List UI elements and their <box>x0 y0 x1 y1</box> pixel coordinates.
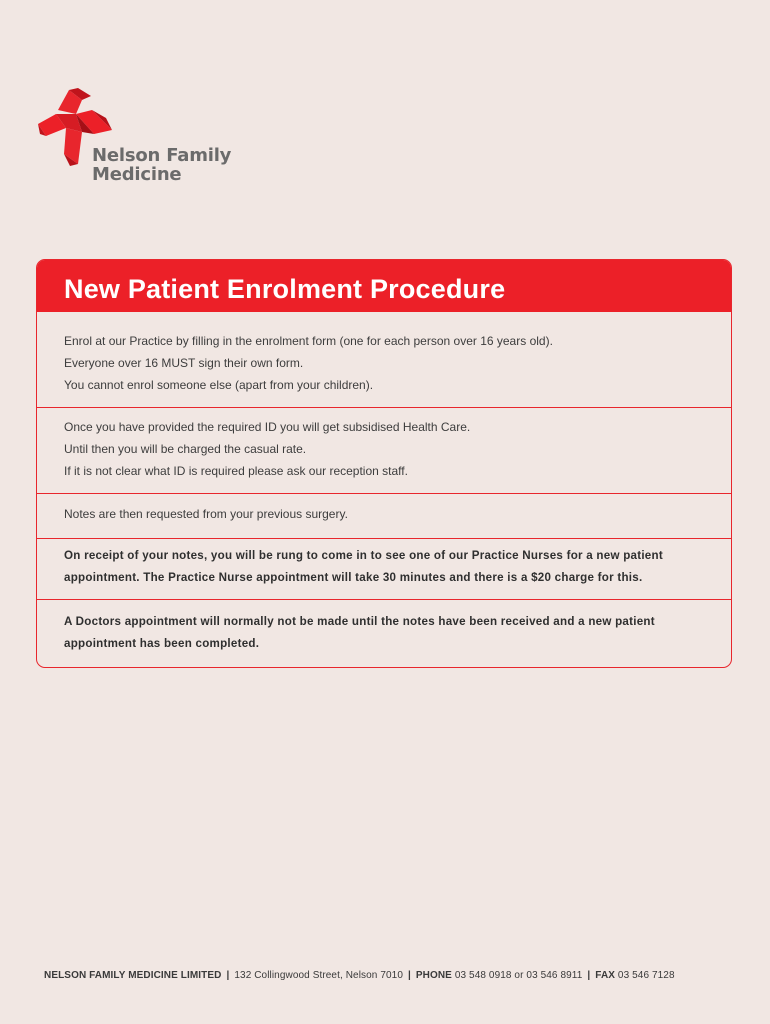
section-enrolment <box>37 312 731 407</box>
section-line: Notes are then requested from your previous surgery. <box>64 507 348 521</box>
section-line: You cannot enrol someone else (apart from your children). <box>64 378 374 392</box>
section-line: Everyone over 16 MUST sign their own form. <box>64 356 304 370</box>
footer-separator: | <box>587 970 591 981</box>
section-line: A Doctors appointment will normally not be made until the notes have been received and a new patient <box>64 615 655 628</box>
section-line: Once you have provided the required ID you will get subsidised Health Care. <box>64 420 471 434</box>
section-notes <box>37 493 731 538</box>
footer-phone-value: 03 548 0918 or 03 546 8911 <box>454 970 583 981</box>
logo-line-2: Medicine <box>92 164 182 185</box>
section-line: On receipt of your notes, you will be rung to come in to see one of our Practice Nurses for a new patient <box>64 549 663 562</box>
card-header <box>37 260 731 312</box>
footer-fax-label: FAX <box>595 970 616 981</box>
logo-line-1: Nelson Family <box>92 145 232 166</box>
footer-fax-value: 03 546 7128 <box>617 970 675 981</box>
section-id <box>37 407 731 493</box>
procedure-card <box>36 259 732 668</box>
section-line: Until then you will be charged the casual rate. <box>64 442 307 456</box>
section-line: appointment. The Practice Nurse appointment will take 30 minutes and there is a $20 charge for this. <box>64 571 643 584</box>
footer-address: 132 Collingwood Street, Nelson 7010 <box>234 970 403 981</box>
card-title: New Patient Enrolment Procedure <box>64 274 506 304</box>
footer-separator: | <box>226 970 230 981</box>
logo-wordmark <box>92 146 231 184</box>
logo <box>36 88 266 188</box>
section-doctor-appointment <box>37 599 731 668</box>
section-line: Enrol at our Practice by filling in the enrolment form (one for each person over 16 years old). <box>64 334 553 348</box>
section-line: appointment has been completed. <box>64 637 260 650</box>
footer-separator: | <box>407 970 411 981</box>
footer-company: NELSON FAMILY MEDICINE LIMITED <box>44 970 222 981</box>
section-line: If it is not clear what ID is required please ask our reception staff. <box>64 464 408 478</box>
footer-phone-label: PHONE <box>415 970 452 981</box>
footer <box>44 970 675 981</box>
section-nurse-appointment <box>37 538 731 599</box>
